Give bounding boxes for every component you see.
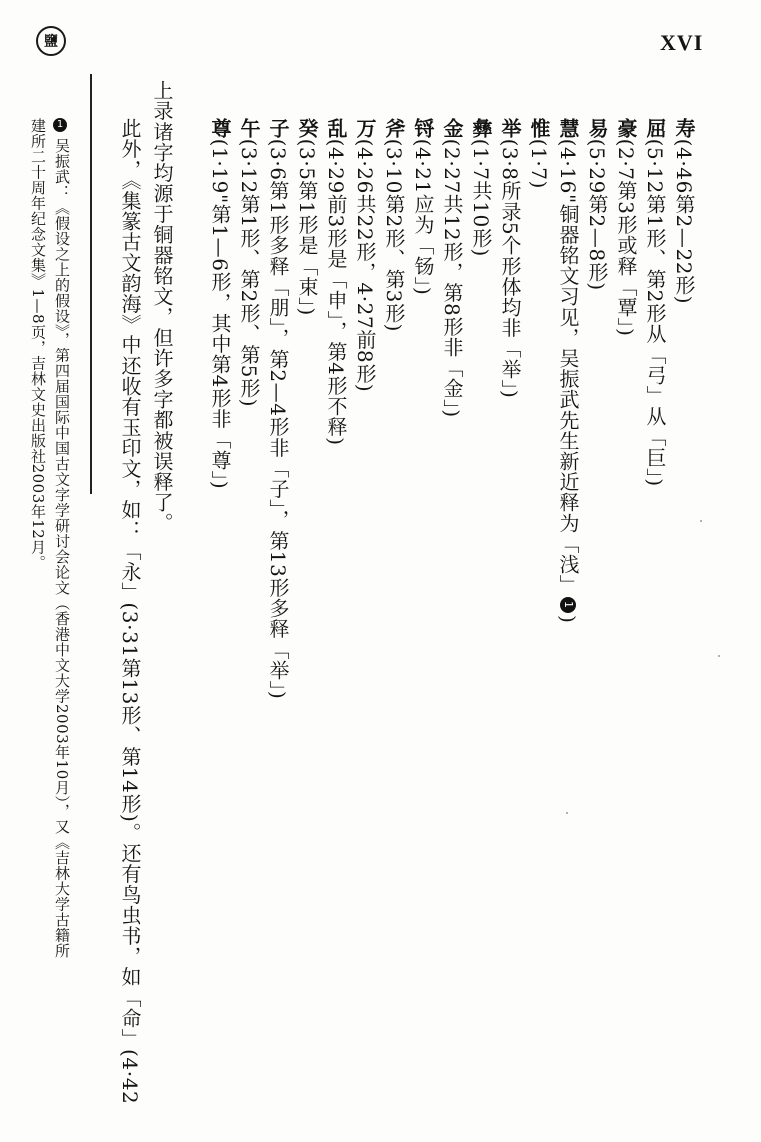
scan-speck (718, 655, 720, 657)
entry-column (498, 118, 522, 398)
entry-text: (4·16"铜器铭文习见，吴振武先生新近释为「浅」 (556, 138, 580, 596)
entry-head: 易 (585, 118, 609, 139)
entry-head: 豪 (614, 118, 638, 139)
entry-column (411, 118, 435, 295)
entry-column (672, 118, 696, 304)
footnote-rule (90, 74, 92, 494)
entry-text: (3·6第1形多释「朋」，第2—4形非「子」，第13形多释「举」) (266, 138, 290, 700)
entry-column (208, 118, 232, 489)
entry-text: (4·21应为「钖」) (411, 138, 435, 296)
page-number: XVI (660, 30, 704, 55)
entry-head: 惟 (527, 118, 551, 139)
ornament-glyph: 鹽 (44, 34, 58, 50)
entry-text: (1·7) (527, 138, 551, 190)
entry-head: 金 (440, 118, 464, 139)
supplement-text: 此外，《集篆古文韵海》中还收有玉印文，如：「永」(3·31第13形、第14形)。还有鸟虫书，如「命」(4·42 (118, 118, 142, 1105)
entry-text: (4·46第2—22形) (672, 138, 696, 305)
entry-head: 斧 (382, 118, 406, 139)
entry-text: (3·8所录5个形体均非「举」) (498, 138, 522, 399)
entry-column (614, 118, 638, 337)
entry-head: 乱 (324, 118, 348, 139)
entry-head: 寿 (672, 118, 696, 139)
entry-text: (4·26共22形，4·27前8形) (353, 138, 377, 393)
footnote-ref: 1 (560, 597, 576, 613)
entry-column (353, 118, 377, 392)
entry-head: 癸 (295, 118, 319, 139)
entry-text: (1·19"第1—6形，其中第4形非「尊」) (208, 138, 232, 490)
entry-head: 慧 (556, 118, 580, 139)
entry-text: (1·7共10形) (469, 138, 493, 257)
entry-column (295, 118, 319, 316)
entry-head: 锊 (411, 118, 435, 139)
entry-text: (3·5第1形是「束」) (295, 138, 319, 316)
entry-column (324, 118, 348, 446)
entry-head: 尊 (208, 118, 232, 139)
entry-column (556, 118, 580, 624)
entry-head: 屈 (643, 118, 667, 139)
entry-head: 午 (237, 118, 261, 139)
scan-speck (566, 812, 568, 814)
entry-column (382, 118, 406, 332)
entry-head: 子 (266, 118, 290, 139)
entry-column (266, 118, 290, 699)
entry-column (585, 118, 609, 291)
entry-text: (2·27共12形，第8形非「金」) (440, 138, 464, 418)
page-ornament (36, 26, 66, 56)
entry-column (527, 118, 551, 189)
entry-head: 举 (498, 118, 522, 139)
entry-column (237, 118, 261, 407)
entry-head: 万 (353, 118, 377, 139)
entry-text: (5·29第2—8形) (585, 138, 609, 291)
summary-text: 上录诸字均源于铜器铭文，但许多字都被误释了。 (150, 80, 174, 534)
entry-text: (3·10第2形、第3形) (382, 138, 406, 332)
entry-text: (2·7第3形或释「覃」) (614, 138, 638, 337)
entry-column (440, 118, 464, 418)
entry-text: (4·29前3形是「申」，第4形不释) (324, 138, 348, 446)
entry-text-tail: ) (556, 615, 580, 624)
scan-speck (700, 520, 702, 522)
footnote-marker: 1 (53, 118, 67, 132)
entry-text: (5·12第1形、第2形从「弓」从「巨」) (643, 138, 667, 487)
footnote-line-2: 建所二十周年纪念文集》1—8页，吉林文史出版社2003年12月。 (29, 118, 47, 571)
footnote-line-1: 吴振武：《假设之上的假设》，第四届国际中国古文字学研讨会论文（香港中文大学2003年10月），又《吉林大学古籍所 (53, 138, 71, 959)
entry-column (469, 118, 493, 257)
entry-head: 彝 (469, 118, 493, 139)
entry-column (643, 118, 667, 487)
entry-text: (3·12第1形、第2形、第5形) (237, 138, 261, 408)
